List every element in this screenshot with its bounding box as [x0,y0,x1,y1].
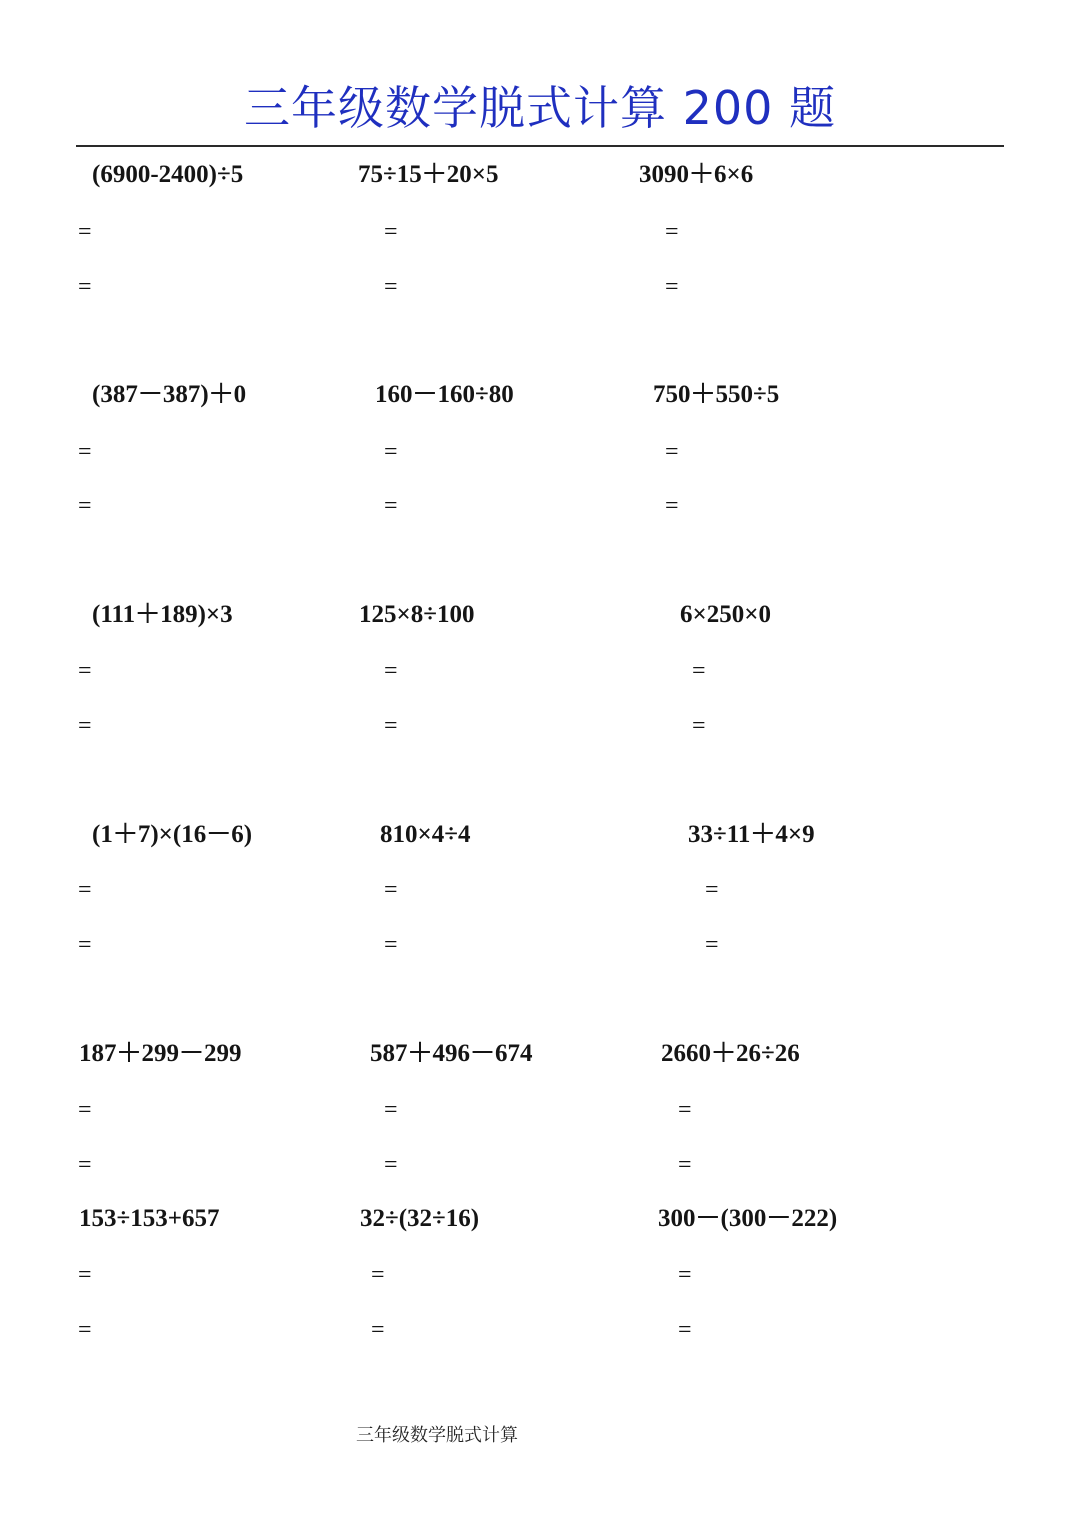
equals-line-1: = [384,1097,398,1123]
equals-line-1: = [384,877,398,903]
problem-expression: (6900-2400)÷5 [92,161,244,188]
equals-line-1: = [678,1097,692,1123]
equals-line-1: = [665,219,679,245]
problem-expression: (1＋7)×(16－6) [92,821,253,848]
equals-line-1: = [78,439,92,465]
equals-line-1: = [705,877,719,903]
equals-line-1: = [371,1262,385,1288]
equals-line-2: = [371,1317,385,1343]
problem-10 [78,820,392,990]
problem-11 [380,820,680,990]
equals-line-1: = [78,877,92,903]
problem-3 [639,160,939,330]
problem-expression: 300－(300－222) [658,1205,838,1232]
problem-16 [79,1204,379,1374]
problem-14 [370,1039,670,1209]
equals-line-1: = [78,1262,92,1288]
problem-18 [658,1204,958,1374]
problem-13 [79,1039,379,1209]
problem-expression: (111＋189)×3 [92,601,233,628]
equals-line-2: = [705,932,719,958]
problem-expression: 810×4÷4 [380,821,471,848]
page-title: 三年级数学脱式计算 200 题 [243,81,837,135]
problem-expression: 587＋496－674 [370,1040,533,1067]
equals-line-2: = [384,932,398,958]
problem-17 [360,1204,660,1374]
equals-line-2: = [78,274,92,300]
equals-line-2: = [384,1152,398,1178]
problem-12 [688,820,988,990]
problem-4 [78,380,392,550]
equals-line-1: = [78,219,92,245]
equals-line-2: = [678,1317,692,1343]
problem-expression: 3090＋6×6 [639,161,754,188]
equals-line-1: = [665,439,679,465]
equals-line-2: = [78,493,92,519]
problem-7 [78,600,392,770]
equals-line-2: = [384,274,398,300]
equals-line-1: = [384,219,398,245]
equals-line-1: = [384,439,398,465]
equals-line-2: = [665,493,679,519]
equals-line-1: = [78,658,92,684]
equals-line-1: = [678,1262,692,1288]
equals-line-2: = [78,713,92,739]
problem-expression: (387－387)＋0 [92,381,247,408]
problem-expression: 6×250×0 [680,601,771,628]
equals-line-2: = [665,274,679,300]
equals-line-2: = [384,493,398,519]
problem-expression: 125×8÷100 [359,601,475,628]
problem-expression: 187＋299－299 [79,1040,242,1067]
equals-line-2: = [692,713,706,739]
problem-expression: 750＋550÷5 [653,381,780,408]
problem-expression: 32÷(32÷16) [360,1205,480,1232]
problem-expression: 2660＋26÷26 [661,1040,800,1067]
problem-1 [78,160,392,330]
equals-line-2: = [78,932,92,958]
equals-line-1: = [384,658,398,684]
equals-line-2: = [384,713,398,739]
problem-expression: 75÷15＋20×5 [358,161,499,188]
problem-8 [359,600,659,770]
equals-line-2: = [78,1317,92,1343]
equals-line-1: = [78,1097,92,1123]
title-divider [76,145,1004,147]
equals-line-1: = [692,658,706,684]
equals-line-2: = [78,1152,92,1178]
page-footer: 三年级数学脱式计算 [356,1425,518,1446]
problem-expression: 160－160÷80 [375,381,514,408]
problem-2 [358,160,658,330]
problem-expression: 33÷11＋4×9 [688,821,815,848]
problem-expression: 153÷153+657 [79,1205,220,1232]
problem-9 [680,600,980,770]
problem-6 [653,380,953,550]
problem-5 [375,380,675,550]
problem-15 [661,1039,961,1209]
equals-line-2: = [678,1152,692,1178]
